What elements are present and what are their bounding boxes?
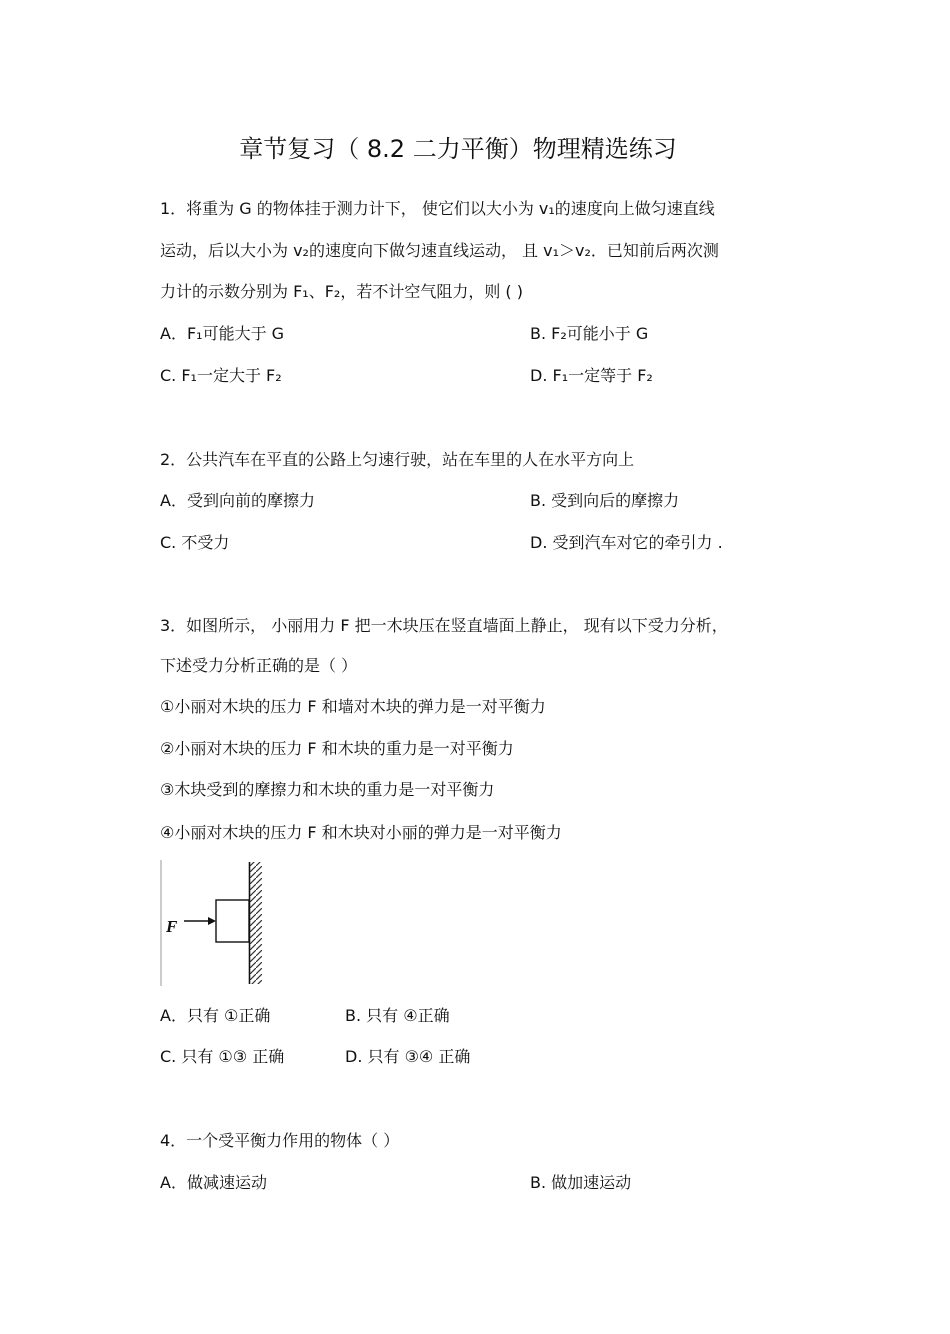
q1-option-a[interactable]: A．F₁可能大于 G [160,324,285,343]
q3-statement-4: ④小丽对木块的压力 F 和木块对小丽的弹力是一对平衡力 [160,823,562,842]
q4-option-b[interactable]: B. 做加速运动 [530,1173,632,1192]
q3-option-a[interactable]: A．只有 ①正确 [160,1006,271,1025]
q2-option-a[interactable]: A．受到向前的摩擦力 [160,491,315,510]
q3-option-b[interactable]: B. 只有 ④正确 [345,1006,450,1025]
q3-statement-1: ①小丽对木块的压力 F 和墙对木块的弹力是一对平衡力 [160,697,546,716]
q1-line-3: 力计的示数分别为 F₁、F₂，若不计空气阻力，则 ( ) [160,282,523,301]
wall-hatching [250,862,262,984]
q3-line-1: 3．如图所示， 小丽用力 F 把一木块压在竖直墙面上静止， 现有以下受力分析， [160,616,728,635]
q4-option-a[interactable]: A．做减速运动 [160,1173,267,1192]
q3-option-c[interactable]: C. 只有 ①③ 正确 [160,1047,285,1066]
q1-option-b[interactable]: B. F₂可能小于 G [530,324,649,343]
q1-option-c[interactable]: C. F₁一定大于 F₂ [160,366,282,385]
q3-line-2: 下述受力分析正确的是（ ） [160,656,358,675]
q4-line-1: 4．一个受平衡力作用的物体（ ） [160,1131,400,1150]
q2-option-c[interactable]: C. 不受力 [160,533,230,552]
q3-statement-2: ②小丽对木块的压力 F 和木块的重力是一对平衡力 [160,739,514,758]
q1-line-2: 运动，后以大小为 v₂的速度向下做匀速直线运动， 且 v₁＞v₂．已知前后两次测 [160,241,719,260]
force-label: F [166,917,178,936]
q2-option-b[interactable]: B. 受到向后的摩擦力 [530,491,680,510]
q2-line-1: 2．公共汽车在平直的公路上匀速行驶，站在车里的人在水平方向上 [160,450,635,469]
wall-block-figure [160,860,264,986]
force-arrow-head [208,917,216,925]
q1-option-d[interactable]: D. F₁一定等于 F₂ [530,366,653,385]
page-title: 章节复习（ 8.2 二力平衡）物理精选练习 [239,135,677,163]
q3-option-d[interactable]: D. 只有 ③④ 正确 [345,1047,471,1066]
q3-statement-3: ③木块受到的摩擦力和木块的重力是一对平衡力 [160,780,495,799]
q2-option-d[interactable]: D. 受到汽车对它的牵引力 . [530,533,723,552]
wooden-block [216,900,249,942]
q1-line-1: 1．将重为 G 的物体挂于测力计下， 使它们以大小为 v₁的速度向上做匀速直线 [160,199,715,218]
